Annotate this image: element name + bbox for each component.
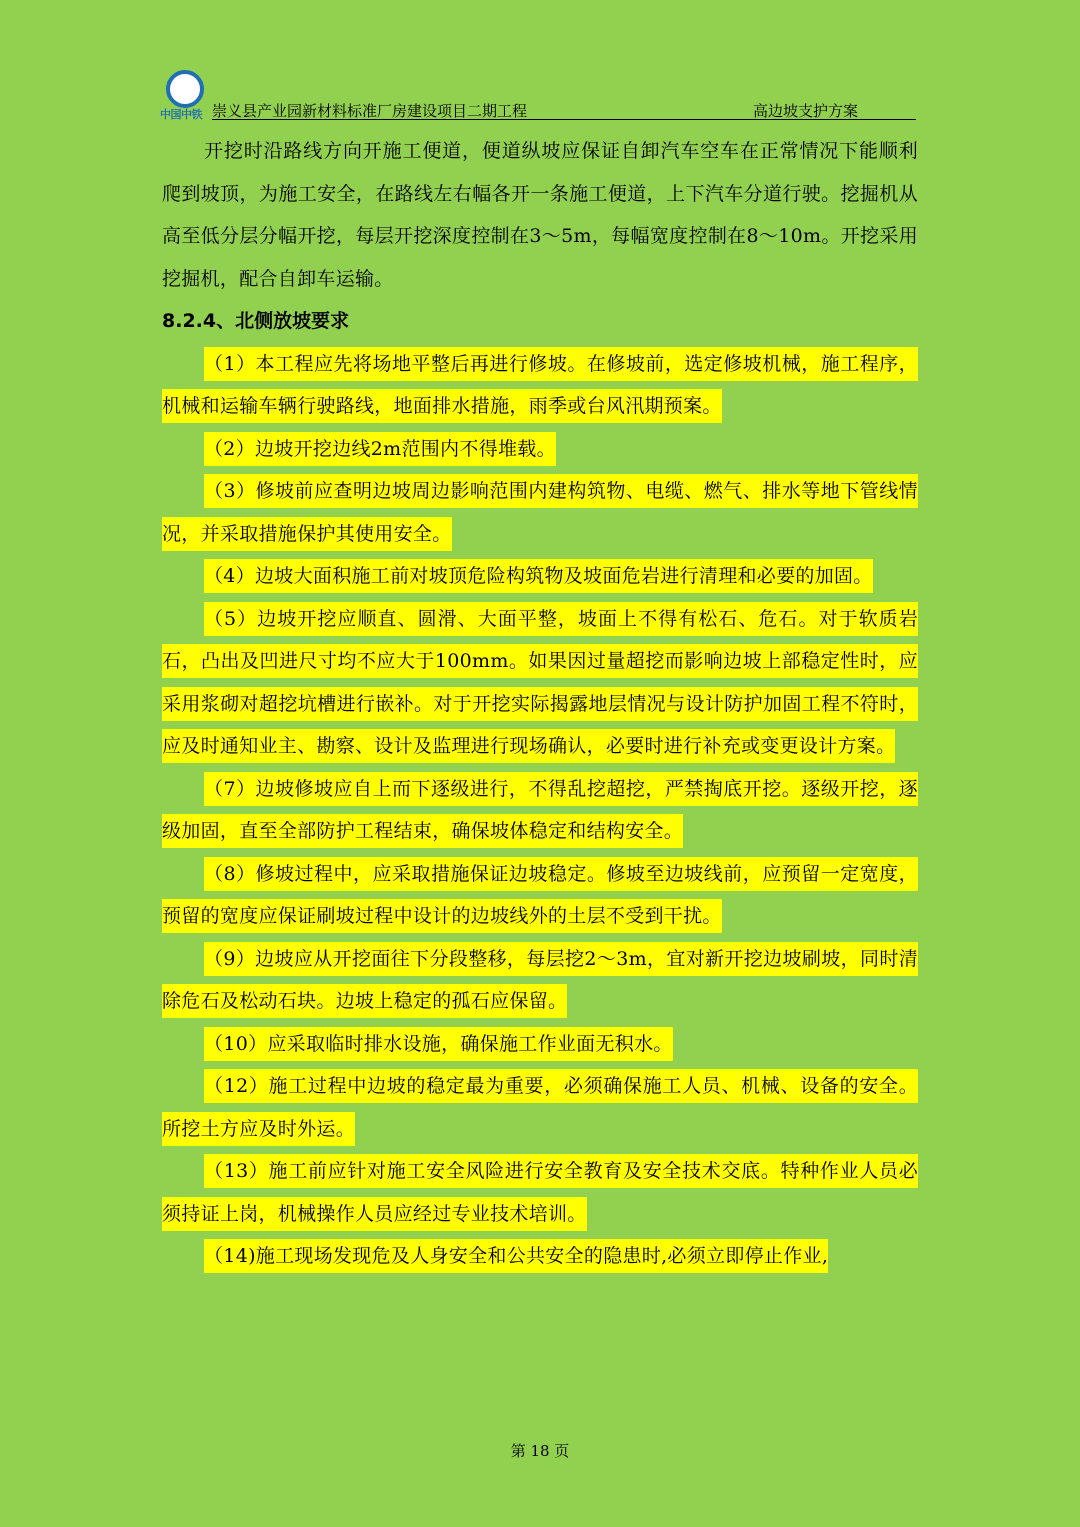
requirement-item [162,853,918,938]
requirement-item [162,1065,918,1150]
requirement-item [162,1023,918,1066]
requirement-item [162,938,918,1023]
logo-emblem-icon [166,70,204,108]
requirement-text: （5）边坡开挖应顺直、圆滑、大面平整，坡面上不得有松石、危石。对于软质岩石，凸出及凹进尺寸均不应大于100mm。如果因过量超挖而影响边坡上部稳定性时，应采用浆砌对超挖坑槽进行嵌补。对于开挖实际揭露地层情况与设计防护加固工程不符时，应及时通知业主、勘察、设计及监理进行现场确认，必要时进行补充或变更设计方案。 [162,602,918,764]
requirement-text: （4）边坡大面积施工前对坡顶危险构筑物及坡面危岩进行清理和必要的加固。 [204,559,873,593]
requirement-text: （1）本工程应先将场地平整后再进行修坡。在修坡前，选定修坡机械，施工程序，机械和运输车辆行驶路线，地面排水措施，雨季或台风汛期预案。 [162,347,918,424]
logo-text: 中国中铁 [160,108,202,121]
requirement-item [162,428,918,471]
requirement-text: （9）边坡应从开挖面往下分段整移，每层挖2～3m，宜对新开挖边坡刷坡，同时清除危石及松动石块。边坡上稳定的孤石应保留。 [162,942,918,1019]
document-body [162,130,918,1278]
page-header [160,70,916,120]
requirement-text: （14)施工现场发现危及人身安全和公共安全的隐患时,必须立即停止作业, [204,1239,828,1273]
requirement-text: （13）施工前应针对施工安全风险进行安全教育及安全技术交底。特种作业人员必须持证上岗，机械操作人员应经过专业技术培训。 [162,1154,918,1231]
header-divider [212,119,916,120]
requirement-item [162,470,918,555]
header-project-title: 崇义县产业园新材料标准厂房建设项目二期工程 [212,102,528,120]
requirement-item [162,343,918,428]
requirement-text: （12）施工过程中边坡的稳定最为重要，必须确保施工人员、机械、设备的安全。所挖土方应及时外运。 [162,1069,918,1146]
section-heading: 8.2.4、北侧放坡要求 [162,310,350,332]
intro-paragraph: 开挖时沿路线方向开施工便道，便道纵坡应保证自卸汽车空车在正常情况下能顺利爬到坡顶，为施工安全，在路线左右幅各开一条施工便道，上下汽车分道行驶。挖掘机从高至低分层分幅开挖，每层开挖深度控制在3～5m，每幅宽度控制在8～10m。开挖采用挖掘机，配合自卸车运输。 [162,140,918,290]
requirement-item [162,555,918,598]
requirement-item [162,1150,918,1235]
requirement-text: （8）修坡过程中，应采取措施保证边坡稳定。修坡至边坡线前，应预留一定宽度，预留的宽度应保证刷坡过程中设计的边坡线外的土层不受到干扰。 [162,857,918,934]
requirement-text: （10）应采取临时排水设施，确保施工作业面无积水。 [204,1027,673,1061]
page-number: 第 18 页 [510,1442,570,1460]
requirement-item [162,598,918,768]
header-document-title: 高边坡支护方案 [752,102,858,120]
requirement-item [162,768,918,853]
requirement-text: （2）边坡开挖边线2m范围内不得堆载。 [204,432,556,466]
requirement-text: （3）修坡前应查明边坡周边影响范围内建构筑物、电缆、燃气、排水等地下管线情况，并采取措施保护其使用安全。 [162,474,918,551]
company-logo [160,70,212,121]
requirement-text: （7）边坡修坡应自上而下逐级进行，不得乱挖超挖，严禁掏底开挖。逐级开挖，逐级加固，直至全部防护工程结束，确保坡体稳定和结构安全。 [162,772,918,849]
requirement-item [162,1235,918,1278]
